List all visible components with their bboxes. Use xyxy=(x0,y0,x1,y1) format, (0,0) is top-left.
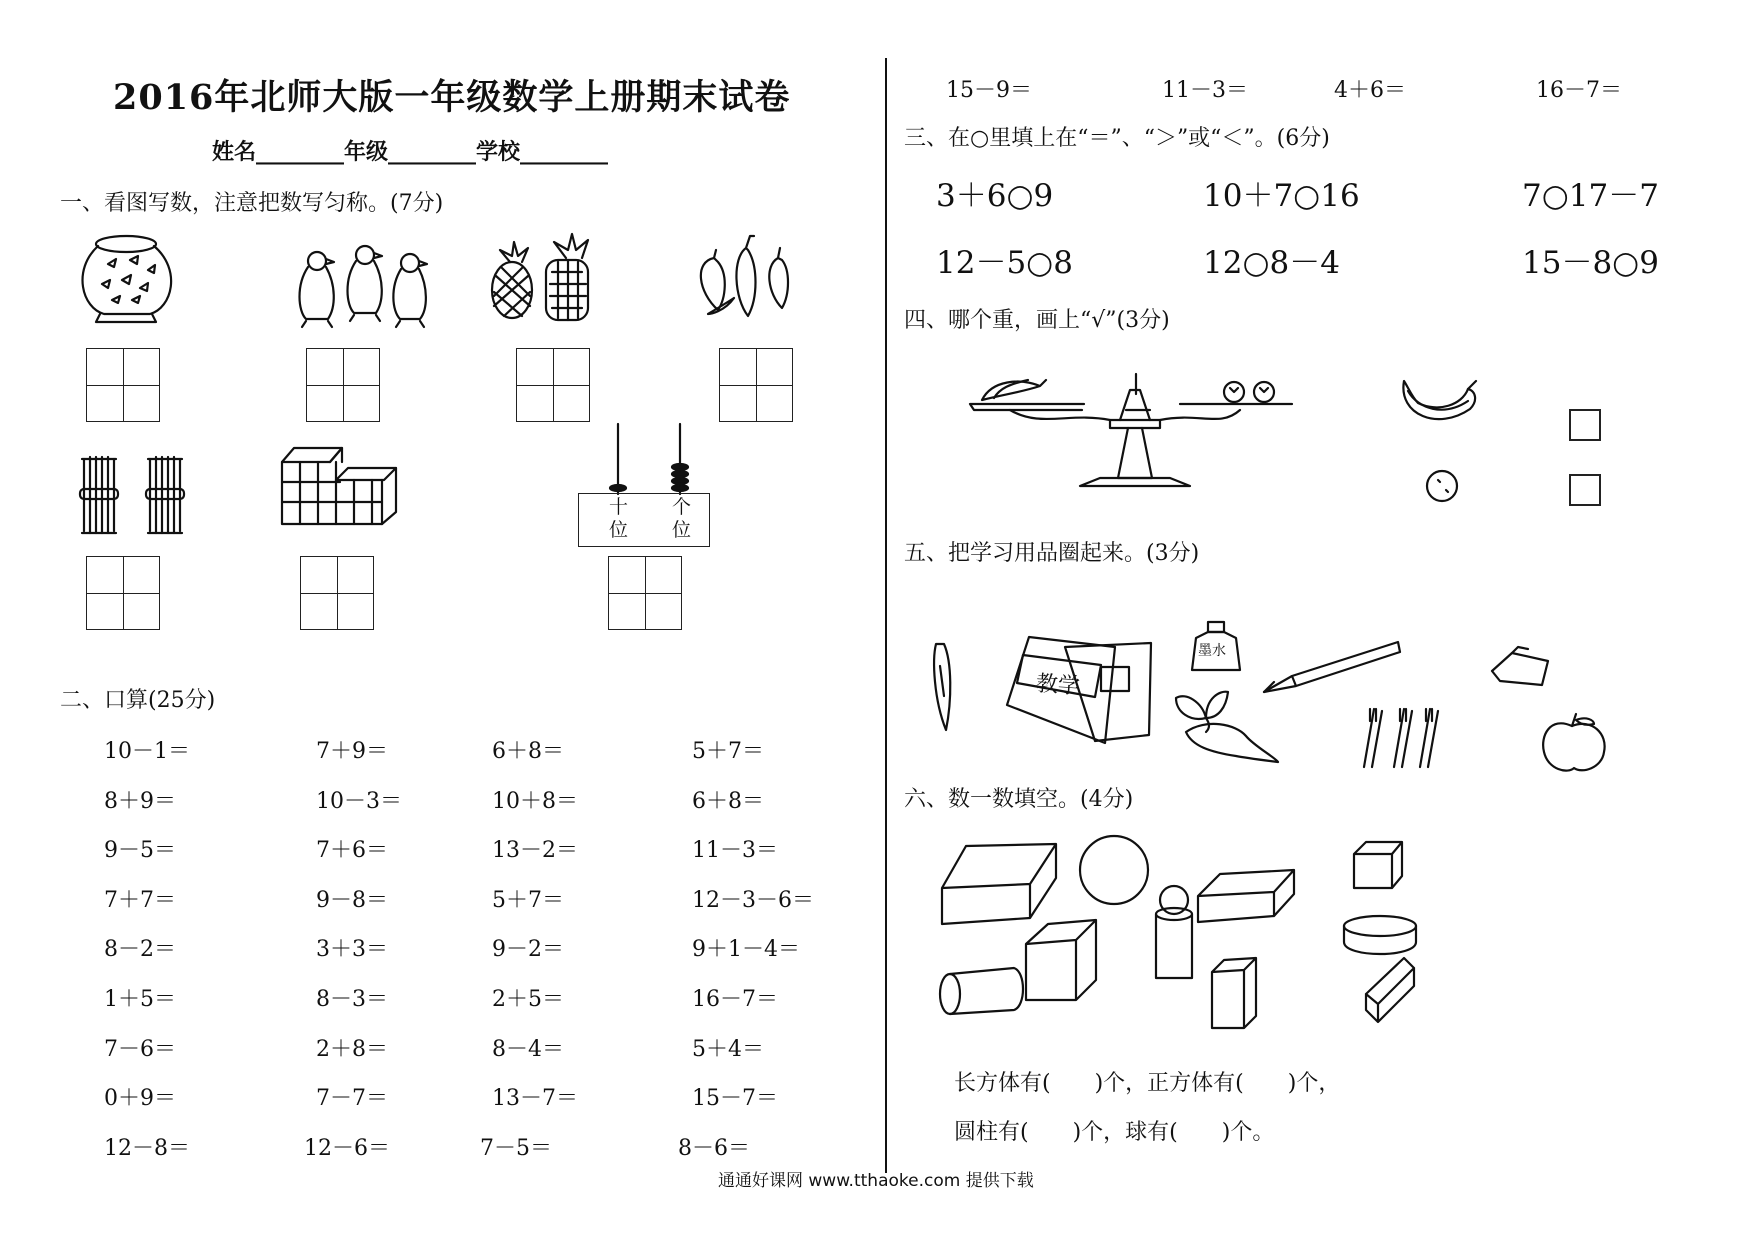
math-problem: 7＋6＝ xyxy=(316,838,388,864)
math-problem: 5＋7＝ xyxy=(692,739,764,764)
math-problem: 10－3＝ xyxy=(316,788,402,814)
math-problem: 1＋5＝ xyxy=(104,987,176,1012)
compare-item: 12○8－4 xyxy=(1203,245,1340,281)
answer-box-peppers[interactable] xyxy=(719,348,793,422)
ink-bottle-label: 墨水 xyxy=(1198,643,1226,659)
answer-box-penguins[interactable] xyxy=(306,348,380,422)
compare-item: 10＋7○16 xyxy=(1203,178,1360,214)
heavier-checkbox-banana[interactable] xyxy=(1569,409,1601,441)
math-problem: 2＋5＝ xyxy=(492,987,564,1012)
books-picture xyxy=(1005,635,1155,745)
orange-picture xyxy=(1424,466,1464,506)
math-problem-continued: 4＋6＝ xyxy=(1334,78,1406,103)
abacus-picture xyxy=(578,420,713,500)
compare-item: 15－8○9 xyxy=(1522,245,1659,281)
math-problem: 13－2＝ xyxy=(492,838,578,864)
math-problem: 10＋8＝ xyxy=(492,788,578,814)
banana-picture xyxy=(1398,375,1480,435)
section4-heading: 四、哪个重，画上“√”(3分) xyxy=(904,308,1170,333)
math-problem: 13－7＝ xyxy=(492,1086,578,1112)
penguins-picture xyxy=(292,245,437,330)
math-problem: 8－2＝ xyxy=(104,937,176,963)
answer-box-abacus[interactable] xyxy=(608,556,682,630)
answer-box-fishbowl[interactable] xyxy=(86,348,160,422)
section6-heading: 六、数一数填空。(4分) xyxy=(904,787,1134,812)
math-problem: 2＋8＝ xyxy=(316,1036,388,1062)
eraser-box-picture xyxy=(1488,645,1553,690)
math-problem: 12－6＝ xyxy=(304,1135,390,1161)
section2-heading: 二、口算(25分) xyxy=(60,688,216,713)
math-problem: 8－6＝ xyxy=(678,1135,750,1161)
section3-heading: 三、在○里填上在“＝”、“＞”或“＜”。(6分) xyxy=(904,126,1330,151)
column-divider xyxy=(885,58,887,1173)
math-problem: 10－1＝ xyxy=(104,739,190,764)
math-problem: 9－2＝ xyxy=(492,937,564,963)
math-problem: 15－7＝ xyxy=(692,1086,778,1112)
math-problem: 3＋3＝ xyxy=(316,937,388,963)
math-problem: 7－5＝ xyxy=(480,1135,552,1161)
math-problem: 6＋8＝ xyxy=(492,739,564,764)
count-fill-line-1: 长方体有( )个，正方体有( )个， xyxy=(954,1071,1341,1096)
page-title: 2016年北师大版一年级数学上册期末试卷 xyxy=(113,77,791,118)
pen-picture xyxy=(930,640,960,735)
pineapples-picture xyxy=(482,232,600,327)
section1-heading: 一、看图写数，注意把数写匀称。(7分) xyxy=(60,191,444,216)
stick-bundles-picture xyxy=(76,455,196,540)
fish-bowl-picture xyxy=(78,230,178,325)
solid-shapes-picture xyxy=(930,832,1430,1032)
math-problem: 9－8＝ xyxy=(316,887,388,913)
math-problem: 7－6＝ xyxy=(104,1036,176,1062)
abacus-tens-label: 十位 xyxy=(609,496,629,541)
math-problem: 8－3＝ xyxy=(316,987,388,1012)
math-problem: 5＋4＝ xyxy=(692,1036,764,1062)
math-problem: 8－4＝ xyxy=(492,1036,564,1062)
student-info-line: 姓名________年级________学校________ xyxy=(212,139,609,165)
apple-picture xyxy=(1540,712,1610,777)
abacus-ones-label: 个位 xyxy=(672,496,692,541)
math-problem: 16－7＝ xyxy=(692,987,778,1012)
answer-box-pineapples[interactable] xyxy=(516,348,590,422)
toothbrushes-picture xyxy=(1360,705,1440,770)
section5-heading: 五、把学习用品圈起来。(3分) xyxy=(904,541,1200,566)
math-problem-continued: 16－7＝ xyxy=(1536,78,1622,103)
footer-credit: 通通好课网 www.tthaoke.com 提供下载 xyxy=(718,1171,1034,1191)
math-problem: 0＋9＝ xyxy=(104,1086,176,1112)
compare-item: 3＋6○9 xyxy=(936,178,1054,214)
radish-picture xyxy=(1166,688,1281,768)
compare-item: 12－5○8 xyxy=(936,245,1073,281)
cubes-picture xyxy=(278,440,403,532)
count-fill-line-2: 圆柱有( )个，球有( )个。 xyxy=(954,1120,1275,1145)
math-problem: 8＋9＝ xyxy=(104,788,176,814)
peppers-picture xyxy=(688,228,806,318)
compare-item: 7○17－7 xyxy=(1522,178,1659,214)
answer-box-sticks[interactable] xyxy=(86,556,160,630)
heavier-checkbox-orange[interactable] xyxy=(1569,474,1601,506)
math-problem: 7＋9＝ xyxy=(316,739,388,764)
math-problem-continued: 11－3＝ xyxy=(1162,78,1248,103)
math-problem: 9＋1－4＝ xyxy=(692,937,800,963)
pencil-picture xyxy=(1262,640,1402,695)
math-problem: 7＋7＝ xyxy=(104,887,176,913)
math-problem-continued: 15－9＝ xyxy=(946,78,1032,103)
math-problem: 12－8＝ xyxy=(104,1135,190,1161)
math-problem: 6＋8＝ xyxy=(692,788,764,814)
math-problem: 5＋7＝ xyxy=(492,887,564,913)
book-cover-text: 教学 xyxy=(1035,671,1081,700)
math-problem: 7－7＝ xyxy=(316,1086,388,1112)
answer-box-cubes[interactable] xyxy=(300,556,374,630)
math-problem: 9－5＝ xyxy=(104,838,176,864)
math-problem: 11－3＝ xyxy=(692,838,778,864)
balance-scale-picture xyxy=(970,370,1310,505)
math-problem: 12－3－6＝ xyxy=(692,887,814,913)
